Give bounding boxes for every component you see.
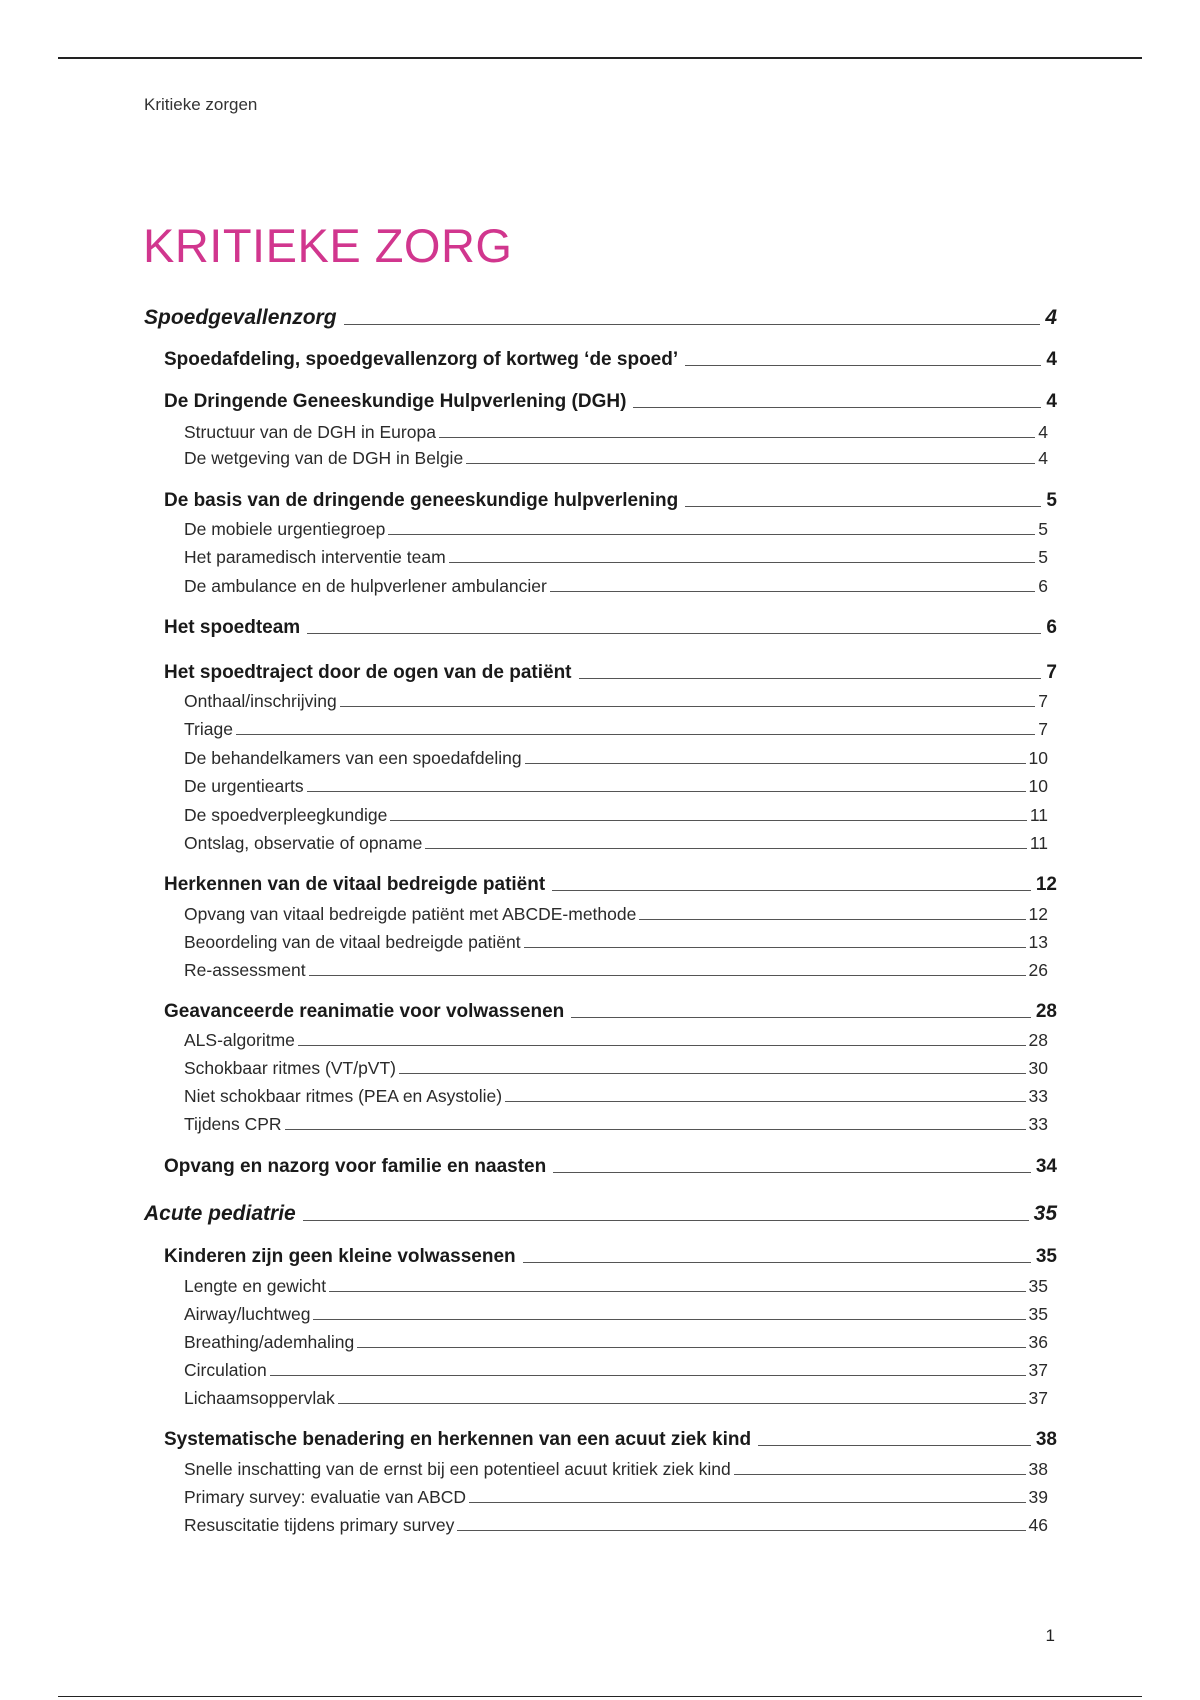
toc-entry-page: 7 (1046, 662, 1057, 683)
toc-leader-line (338, 1403, 1026, 1404)
toc-entry-label: De wetgeving van de DGH in Belgie (184, 448, 464, 468)
toc-entry-page: 33 (1028, 1086, 1048, 1106)
toc-entry[interactable] (144, 306, 1057, 330)
toc-entry[interactable] (184, 576, 1048, 597)
toc-entry-page: 7 (1038, 719, 1048, 739)
toc-entry-label: Systematische benadering en herkennen van een acuut ziek kind (164, 1429, 752, 1450)
toc-entry-page: 5 (1038, 519, 1048, 539)
toc-entry-page: 4 (1038, 422, 1048, 442)
toc-entry-page: 34 (1035, 1156, 1057, 1177)
toc-entry-label: De mobiele urgentiegroep (184, 519, 386, 539)
toc-entry-page: 12 (1028, 904, 1048, 924)
toc-entry[interactable] (184, 1058, 1048, 1079)
toc-entry-page: 38 (1028, 1459, 1048, 1479)
toc-entry-label: Resuscitatie tijdens primary survey (184, 1515, 455, 1535)
toc-leader-line (313, 1319, 1025, 1320)
toc-entry-page: 5 (1046, 490, 1057, 511)
toc-entry[interactable] (184, 1487, 1048, 1508)
toc-entry-label: Geavanceerde reanimatie voor volwassenen (164, 1001, 565, 1022)
toc-leader-line (344, 324, 1041, 325)
toc-leader-line (236, 734, 1035, 735)
toc-entry-page: 10 (1028, 776, 1048, 796)
toc-entry[interactable] (184, 691, 1048, 712)
toc-leader-line (449, 562, 1036, 563)
toc-entry-label: Primary survey: evaluatie van ABCD (184, 1487, 467, 1507)
toc-entry[interactable] (184, 519, 1048, 540)
toc-entry-page: 35 (1035, 1246, 1057, 1267)
toc-entry-label: Opvang van vitaal bedreigde patiënt met ABCDE-methode (184, 904, 637, 924)
toc-entry-label: Re-assessment (184, 960, 306, 980)
toc-leader-line (553, 1172, 1031, 1173)
toc-leader-line (285, 1129, 1026, 1130)
toc-entry-label: Herkennen van de vitaal bedreigde patiënt (164, 874, 546, 895)
toc-entry[interactable] (184, 748, 1048, 769)
toc-entry-label: Het spoedteam (164, 617, 301, 638)
toc-entry[interactable] (184, 547, 1048, 568)
toc-entry-label: Niet schokbaar ritmes (PEA en Asystolie) (184, 1086, 503, 1106)
toc-entry[interactable] (144, 1202, 1057, 1226)
toc-leader-line (307, 791, 1026, 792)
toc-entry-label: De Dringende Geneeskundige Hulpverlening (DGH) (164, 391, 627, 412)
toc-entry-page: 10 (1028, 748, 1048, 768)
toc-entry[interactable] (164, 1246, 1057, 1268)
toc-entry-page: 28 (1028, 1030, 1048, 1050)
toc-entry-label: Het spoedtraject door de ogen van de patiënt (164, 662, 572, 683)
toc-entry[interactable] (184, 719, 1048, 740)
toc-leader-line (439, 437, 1035, 438)
toc-entry-label: De spoedverpleegkundige (184, 805, 388, 825)
toc-entry[interactable] (184, 833, 1048, 854)
toc-entry-page: 4 (1045, 306, 1057, 329)
toc-entry[interactable] (184, 1332, 1048, 1353)
toc-entry-label: Structuur van de DGH in Europa (184, 422, 436, 442)
toc-entry-label: Triage (184, 719, 233, 739)
toc-entry[interactable] (184, 448, 1048, 469)
toc-leader-line (633, 407, 1041, 408)
toc-entry-label: Onthaal/inschrijving (184, 691, 337, 711)
toc-entry-label: Circulation (184, 1360, 267, 1380)
toc-leader-line (307, 633, 1041, 634)
toc-entry-page: 37 (1028, 1360, 1048, 1380)
toc-entry-label: De basis van de dringende geneeskundige hulpverlening (164, 490, 679, 511)
toc-leader-line (390, 820, 1026, 821)
toc-entry-page: 11 (1029, 805, 1048, 825)
toc-entry[interactable] (184, 960, 1048, 981)
toc-leader-line (758, 1445, 1031, 1446)
toc-entry[interactable] (184, 1360, 1048, 1381)
toc-leader-line (685, 506, 1041, 507)
document-title: KRITIEKE ZORG (143, 219, 513, 272)
toc-leader-line (298, 1045, 1026, 1046)
toc-leader-line (524, 947, 1026, 948)
toc-entry-page: 38 (1035, 1429, 1057, 1450)
toc-leader-line (270, 1375, 1026, 1376)
toc-entry-page: 35 (1028, 1276, 1048, 1296)
toc-entry-label: Snelle inschatting van de ernst bij een potentieel acuut kritiek ziek kind (184, 1459, 731, 1479)
toc-entry-page: 6 (1046, 617, 1057, 638)
toc-entry[interactable] (164, 874, 1057, 896)
toc-entry-label: De urgentiearts (184, 776, 304, 796)
toc-entry-page: 11 (1029, 833, 1048, 853)
toc-leader-line (469, 1502, 1025, 1503)
toc-entry-page: 26 (1028, 960, 1048, 980)
toc-entry-label: Beoordeling van de vitaal bedreigde patiënt (184, 932, 521, 952)
toc-entry[interactable] (184, 1114, 1048, 1135)
toc-leader-line (466, 463, 1035, 464)
running-header: Kritieke zorgen (144, 95, 258, 114)
toc-entry[interactable] (184, 1276, 1048, 1297)
toc-entry[interactable] (184, 1304, 1048, 1325)
toc-entry-page: 36 (1028, 1332, 1048, 1352)
bottom-rule (58, 1696, 1142, 1697)
toc-entry-label: Ontslag, observatie of opname (184, 833, 423, 853)
toc-entry[interactable] (184, 422, 1048, 443)
toc-entry-label: Het paramedisch interventie team (184, 547, 446, 567)
toc-entry-label: ALS-algoritme (184, 1030, 295, 1050)
toc-entry[interactable] (164, 1429, 1057, 1451)
toc-entry-label: Tijdens CPR (184, 1114, 282, 1134)
toc-entry[interactable] (164, 1156, 1057, 1178)
toc-entry-page: 6 (1038, 576, 1048, 596)
toc-entry-label: Opvang en nazorg voor familie en naasten (164, 1156, 547, 1177)
toc-entry-label: Breathing/ademhaling (184, 1332, 355, 1352)
toc-entry-page: 4 (1046, 391, 1057, 412)
toc-entry[interactable] (184, 1086, 1048, 1107)
toc-entry-label: Spoedgevallenzorg (144, 306, 337, 329)
toc-entry[interactable] (184, 1030, 1048, 1051)
toc-leader-line (639, 919, 1025, 920)
toc-entry[interactable] (164, 617, 1057, 639)
toc-leader-line (425, 848, 1026, 849)
toc-entry-label: Kinderen zijn geen kleine volwassenen (164, 1246, 516, 1267)
toc-entry-page: 37 (1028, 1388, 1048, 1408)
top-rule (58, 57, 1142, 59)
toc-leader-line (399, 1073, 1026, 1074)
toc-entry-label: Lengte en gewicht (184, 1276, 327, 1296)
toc-entry-page: 5 (1038, 547, 1048, 567)
toc-leader-line (734, 1474, 1026, 1475)
toc-entry-page: 33 (1028, 1114, 1048, 1134)
toc-leader-line (552, 890, 1031, 891)
toc-entry[interactable] (164, 349, 1057, 371)
toc-entry[interactable] (164, 490, 1057, 512)
toc-entry-label: De behandelkamers van een spoedafdeling (184, 748, 522, 768)
toc-leader-line (579, 678, 1042, 679)
toc-entry-page: 13 (1028, 932, 1048, 952)
toc-entry[interactable] (184, 932, 1048, 953)
toc-leader-line (329, 1291, 1025, 1292)
toc-leader-line (388, 534, 1035, 535)
toc-leader-line (303, 1220, 1029, 1221)
toc-entry-page: 12 (1035, 874, 1057, 895)
toc-entry-page: 39 (1028, 1487, 1048, 1507)
toc-entry-page: 30 (1028, 1058, 1048, 1078)
toc-entry-page: 28 (1035, 1001, 1057, 1022)
toc-entry-page: 46 (1028, 1515, 1048, 1535)
toc-leader-line (457, 1530, 1025, 1531)
toc-leader-line (685, 365, 1041, 366)
toc-entry[interactable] (164, 1001, 1057, 1023)
toc-entry[interactable] (184, 805, 1048, 826)
toc-entry-label: Schokbaar ritmes (VT/pVT) (184, 1058, 396, 1078)
toc-entry[interactable] (184, 1388, 1048, 1409)
toc-entry-page: 4 (1046, 349, 1057, 370)
toc-leader-line (571, 1017, 1031, 1018)
toc-entry-label: Airway/luchtweg (184, 1304, 311, 1324)
toc-entry-label: De ambulance en de hulpverlener ambulancier (184, 576, 547, 596)
toc-entry[interactable] (164, 391, 1057, 413)
toc-leader-line (309, 975, 1026, 976)
toc-leader-line (357, 1347, 1025, 1348)
toc-entry-label: Lichaamsoppervlak (184, 1388, 335, 1408)
toc-leader-line (525, 763, 1026, 764)
toc-leader-line (523, 1262, 1031, 1263)
toc-entry-page: 7 (1038, 691, 1048, 711)
toc-leader-line (340, 706, 1036, 707)
toc-entry-label: Spoedafdeling, spoedgevallenzorg of kortweg ‘de spoed’ (164, 349, 679, 370)
toc-entry[interactable] (184, 1459, 1048, 1480)
page-number: 1 (1045, 1626, 1055, 1645)
toc-leader-line (505, 1101, 1025, 1102)
toc-entry[interactable] (184, 776, 1048, 797)
toc-entry-page: 35 (1028, 1304, 1048, 1324)
toc-entry-label: Acute pediatrie (144, 1202, 296, 1225)
toc-entry[interactable] (184, 1515, 1048, 1536)
toc-entry[interactable] (184, 904, 1048, 925)
toc-entry[interactable] (164, 662, 1057, 684)
toc-leader-line (550, 591, 1035, 592)
toc-entry-page: 35 (1033, 1202, 1057, 1225)
toc-entry-page: 4 (1038, 448, 1048, 468)
